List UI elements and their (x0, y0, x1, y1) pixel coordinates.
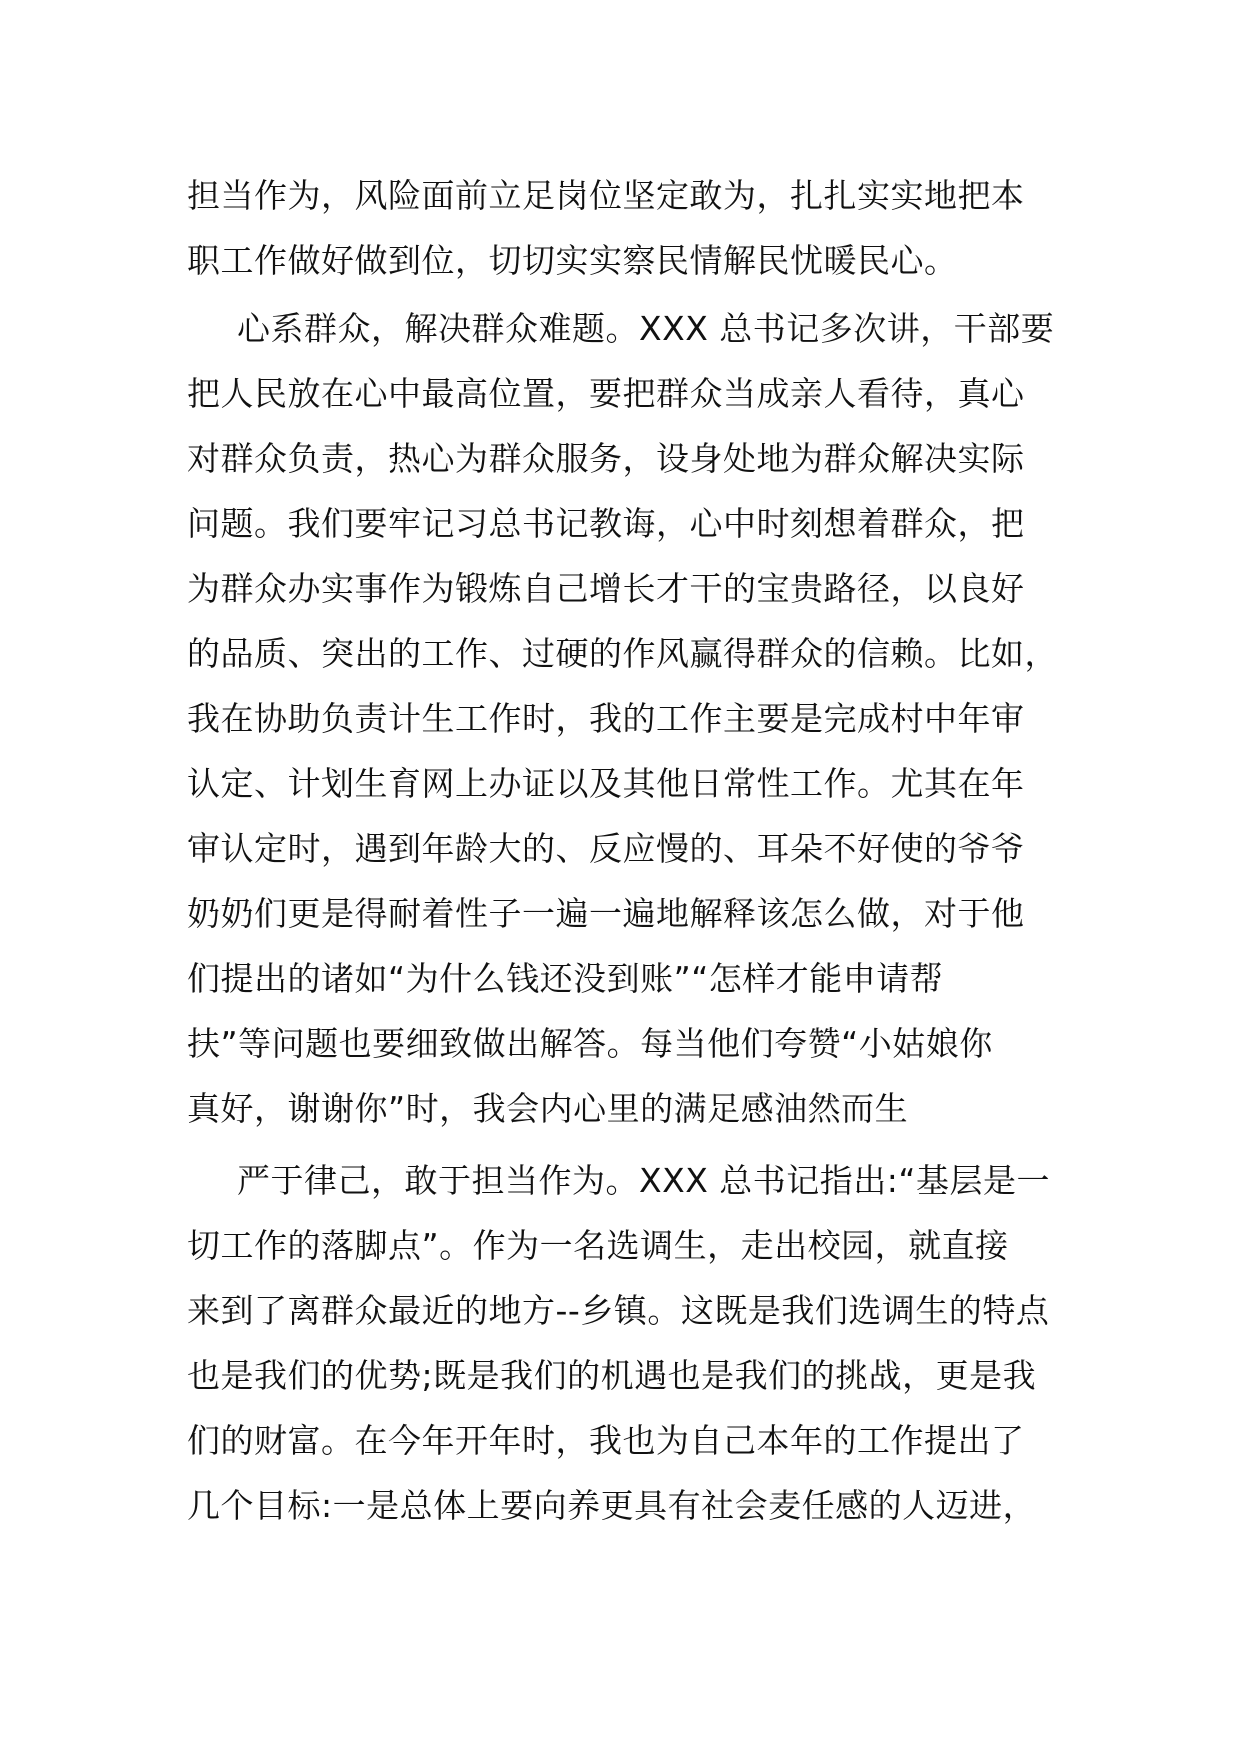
text-line: 心系群众，解决群众难题。XXX 总书记多次讲，干部要 (237, 309, 1055, 348)
text-line: 们的财富。在今年开年时，我也为自己本年的工作提出了 (187, 1421, 1025, 1460)
text-line: 问题。我们要牢记习总书记教诲，心中时刻想着群众，把 (187, 504, 1025, 543)
text-line: 认定、计划生育网上办证以及其他日常性工作。尤其在年 (187, 764, 1025, 803)
paragraph-self-discipline (187, 1148, 1057, 1538)
paragraph-continuation (187, 163, 1057, 293)
text-line: 的品质、突出的工作、过硬的作风赢得群众的信赖。比如， (187, 634, 1058, 673)
text-line: 对群众负责，热心为群众服务，设身处地为群众解决实际 (187, 439, 1025, 478)
text-line: 奶奶们更是得耐着性子一遍一遍地解释该怎么做，对于他 (187, 894, 1025, 933)
paragraph-serve-the-people (187, 296, 1057, 1141)
text-line: 审认定时，遇到年龄大的、反应慢的、耳朵不好使的爷爷 (187, 829, 1025, 868)
text-line: 来到了离群众最近的地方--乡镇。这既是我们选调生的特点 (187, 1291, 1050, 1330)
text-line: 职工作做好做到位，切切实实察民情解民忧暖民心。 (187, 241, 958, 280)
text-line: 几个目标:一是总体上要向养更具有社会麦任感的人迈进， (187, 1486, 1037, 1525)
text-line: 为群众办实事作为锻炼自己增长才干的宝贵路径，以良好 (187, 569, 1025, 608)
text-line: 把人民放在心中最高位置，要把群众当成亲人看待，真心 (187, 374, 1025, 413)
text-line: 真好，谢谢你”时，我会内心里的满足感油然而生 (187, 1089, 909, 1128)
text-line: 扶”等问题也要细致做出解答。每当他们夸赞“小姑娘你 (187, 1024, 993, 1063)
text-line: 严于律己，敢于担当作为。XXX 总书记指出:“基层是一 (237, 1161, 1051, 1200)
text-line: 担当作为，风险面前立足岗位坚定敢为，扎扎实实地把本 (187, 176, 1025, 215)
text-line: 也是我们的优势;既是我们的机遇也是我们的挑战，更是我 (187, 1356, 1037, 1395)
text-line: 切工作的落脚点”。作为一名选调生，走出校园，就直接 (187, 1226, 1009, 1265)
text-line: 我在协助负责计生工作时，我的工作主要是完成村中年审 (187, 699, 1025, 738)
text-line: 们提出的诸如“为什么钱还没到账”“怎样才能申请帮 (187, 959, 944, 998)
